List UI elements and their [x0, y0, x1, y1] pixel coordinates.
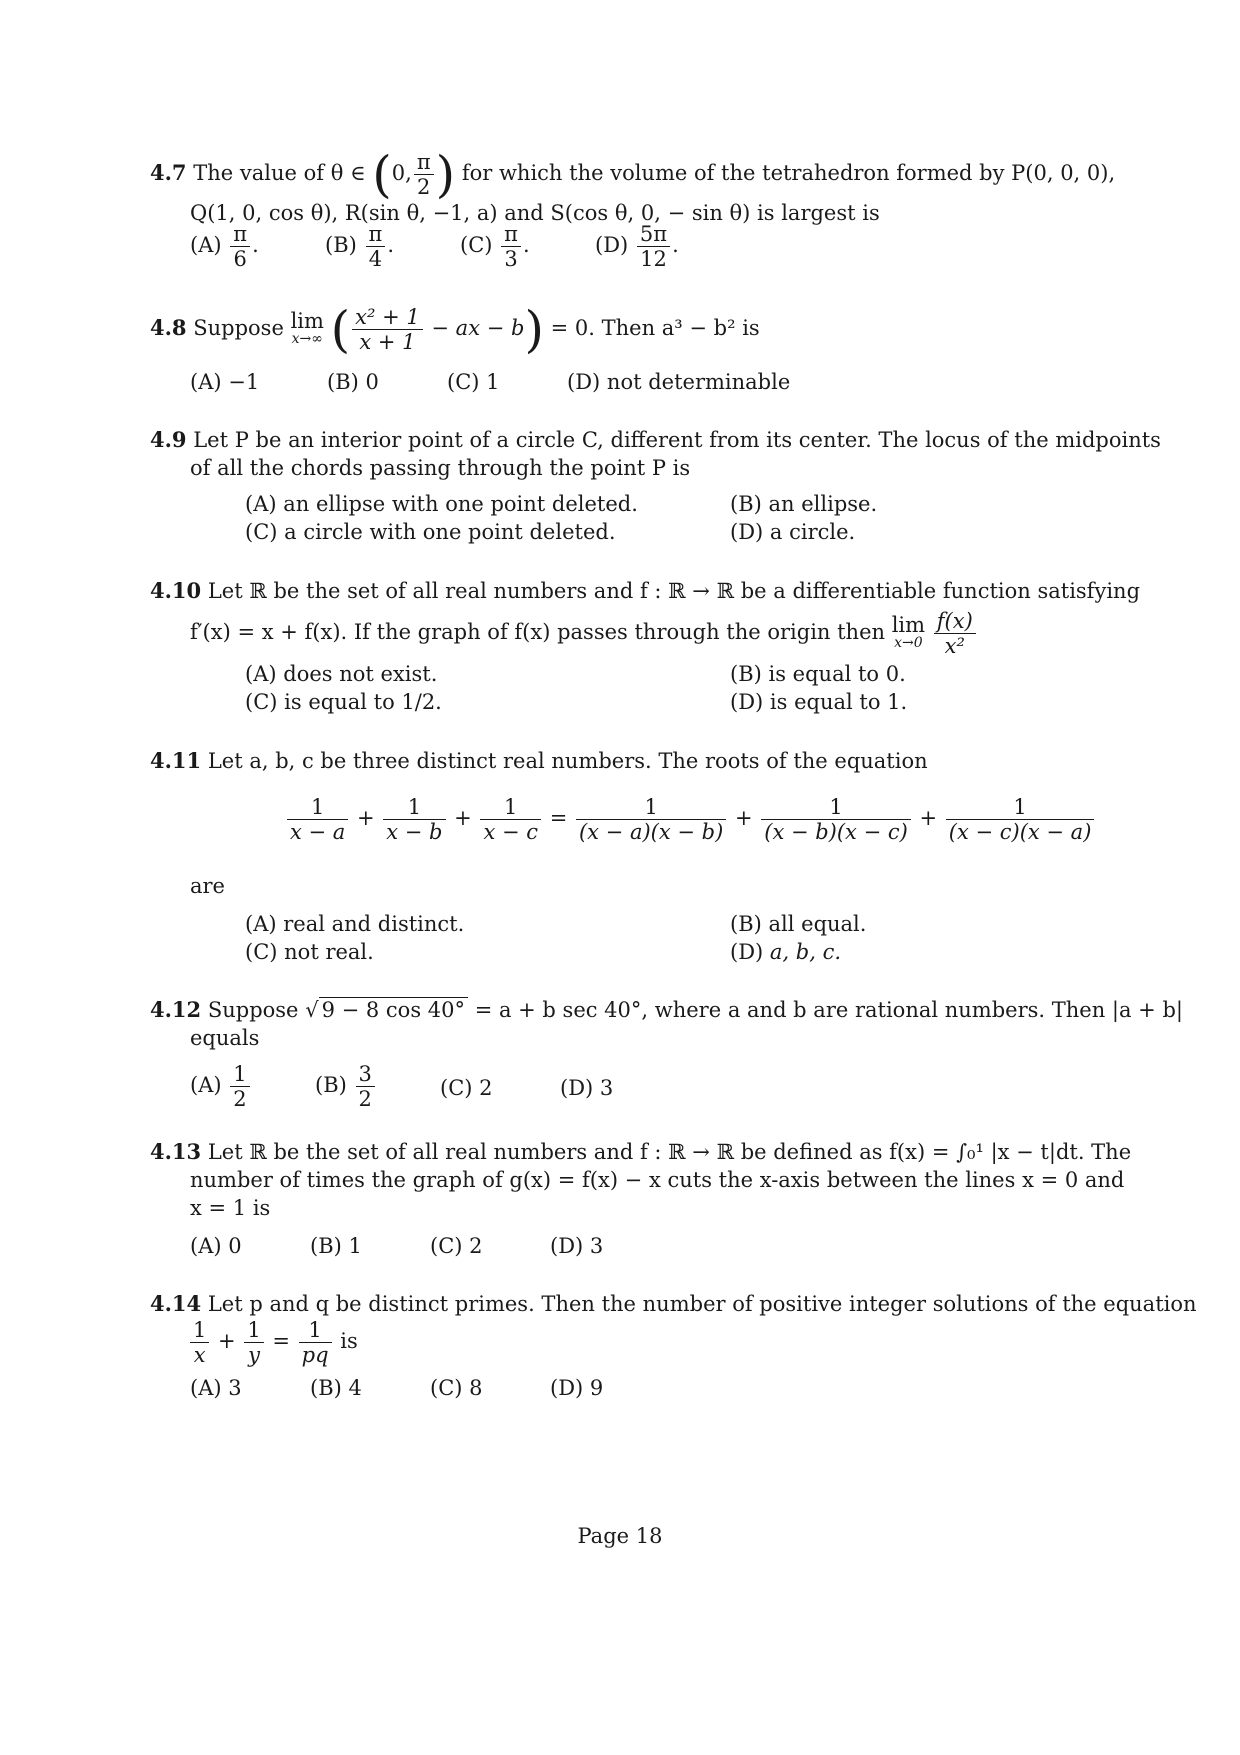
question-4-13 — [150, 1138, 1132, 1222]
question-text: Let ℝ be the set of all real numbers and f : ℝ → ℝ be a differentiable function satisfying — [207, 579, 1141, 603]
fraction: $\frac{1}{(x - c)(x - a)}$ — [946, 795, 1095, 844]
question-4-9 — [150, 426, 1161, 482]
expression: − ax − b — [431, 316, 525, 340]
option-d: (D) a, b, c. — [730, 940, 842, 964]
option-a: (A) 0 — [190, 1234, 242, 1258]
question-4-10 — [150, 577, 1141, 658]
question-number: 4.14 — [150, 1291, 202, 1316]
option-b: (B) all equal. — [730, 912, 867, 936]
question-text: Let p and q be distinct primes. Then the number of positive integer solutions of the equation — [207, 1292, 1197, 1316]
fraction: $\frac{f(x)}{\text{x²}}$ — [934, 609, 976, 658]
question-text: are — [190, 874, 225, 898]
question-text: Suppose — [207, 998, 299, 1022]
question-text: f′(x) = x + f(x). If the graph of f(x) passes through the origin then — [190, 620, 886, 644]
option-d: (D) 3 — [560, 1076, 614, 1100]
option-d: (D) 3 — [550, 1234, 604, 1258]
question-number: 4.10 — [150, 578, 202, 603]
fraction: $\frac{\text{x² + 1}}{x + 1}$ — [352, 305, 423, 354]
option-a: (A) 3 — [190, 1376, 242, 1400]
fraction: $\frac{\pi}{2}$ — [414, 150, 434, 199]
question-text: of all the chords passing through the point P is — [190, 456, 691, 480]
option-b: (B) $\frac{\pi}{4}$ . — [325, 222, 395, 271]
question-number: 4.7 — [150, 160, 187, 185]
option-b: (B) $\frac{3}{2}$ — [315, 1062, 377, 1111]
option-c: (C) $\frac{\pi}{3}$ . — [460, 222, 530, 271]
question-text: Suppose — [193, 316, 284, 340]
question-text: x = 1 is — [190, 1196, 271, 1220]
option-d: (D) is equal to 1. — [730, 690, 908, 714]
question-number: 4.12 — [150, 997, 202, 1022]
option-c: (C) 2 — [430, 1234, 483, 1258]
sqrt: √ 9 − 8 cos 40° — [305, 997, 468, 1022]
option-b: (B) 4 — [310, 1376, 362, 1400]
option-a: (A) $\frac{\pi}{6}$ . — [190, 222, 259, 271]
option-a: (A) real and distinct. — [245, 912, 465, 936]
question-number: 4.13 — [150, 1139, 202, 1164]
option-b: (B) an ellipse. — [730, 492, 878, 516]
option-c: (C) 1 — [447, 370, 500, 394]
option-d: (D) not determinable — [567, 370, 791, 394]
fraction: $\frac{1}{x - b}$ — [383, 795, 445, 844]
question-number: 4.9 — [150, 427, 187, 452]
question-text: Let a, b, c be three distinct real numbers. The roots of the equation — [207, 749, 928, 773]
option-b: (B) is equal to 0. — [730, 662, 906, 686]
equation: $\frac{1}{x}$ + $\frac{1}{y}$ = $\frac{1}{pq}$ is — [150, 1318, 1125, 1367]
option-c: (C) is equal to 1/2. — [245, 690, 442, 714]
option-d: (D) a circle. — [730, 520, 856, 544]
option-b: (B) 1 — [310, 1234, 362, 1258]
interval-start: 0, — [391, 161, 412, 185]
fraction: $\frac{1}{x - a}$ — [287, 795, 348, 844]
question-text: Q(1, 0, cos θ), R(sin θ, −1, a) and S(cos θ, 0, − sin θ) is largest is — [190, 201, 880, 225]
question-text: The value of θ ∈ — [193, 161, 366, 185]
fraction: $\frac{1}{(x - a)(x - b)}$ — [576, 795, 726, 844]
option-c: (C) a circle with one point deleted. — [245, 520, 616, 544]
question-4-8: 4.8 Suppose lim x→∞ ( $\frac{\text{x² + 1}}{x + 1}$ − ax − b) = 0. Then a³ − b² is — [150, 300, 760, 359]
question-text: for which the volume of the tetrahedron formed by P(0, 0, 0), — [461, 161, 1116, 185]
option-a: (A) an ellipse with one point deleted. — [245, 492, 638, 516]
option-c: (C) 8 — [430, 1376, 483, 1400]
option-c: (C) not real. — [245, 940, 374, 964]
option-a: (A) −1 — [190, 370, 260, 394]
question-4-14 — [150, 1290, 1197, 1367]
page-number: Page 18 — [577, 1524, 663, 1548]
question-text: = a + b sec 40°, where a and b are rational numbers. Then |a + b| — [474, 998, 1183, 1022]
question-number: 4.11 — [150, 748, 202, 773]
question-text: = 0. Then a³ − b² is — [550, 316, 760, 340]
option-d: (D) $\frac{5\pi}{12}$ . — [595, 222, 679, 271]
question-4-11 — [150, 747, 1125, 775]
fraction: $\frac{1}{x - c}$ — [480, 795, 541, 844]
equation: $\frac{1}{x - a}$ + $\frac{1}{x - b}$ + $\frac{1}{x - c}$ = $\frac{1}{(x - a)(x - b)}$ + $\frac{1}{(x - b)(x - c)}$ + $\frac{1}{(x - c)(x - a)}$ — [285, 795, 1096, 844]
question-text: equals — [190, 1026, 260, 1050]
question-text: number of times the graph of g(x) = f(x) − x cuts the x-axis between the lines x = 0 and — [190, 1168, 1125, 1192]
option-d: (D) 9 — [550, 1376, 604, 1400]
question-text: Let P be an interior point of a circle C, different from its center. The locus of the midpoints — [193, 428, 1161, 452]
question-text: Let ℝ be the set of all real numbers and f : ℝ → ℝ be defined as f(x) = ∫₀¹ |x − t|dt. The — [207, 1140, 1132, 1164]
option-c: (C) 2 — [440, 1076, 493, 1100]
question-4-7: 4.7 The value of θ ∈ (0, $\frac{\pi}{2}$ ) for which the volume of the tetrahedron formed by P(0, 0, 0), Q(1, 0, cos θ), R(sin θ, −1, a) and S(cos θ, 0, − sin θ) is largest is — [150, 150, 1125, 227]
limit: lim x→∞ — [290, 308, 324, 347]
option-a: (A) $\frac{1}{2}$ — [190, 1062, 252, 1111]
option-a: (A) does not exist. — [245, 662, 438, 686]
question-4-12 — [150, 996, 1183, 1052]
option-b: (B) 0 — [327, 370, 379, 394]
question-number: 4.8 — [150, 315, 187, 340]
limit: lim x→0 — [891, 612, 926, 651]
fraction: $\frac{1}{(x - b)(x - c)}$ — [761, 795, 911, 844]
